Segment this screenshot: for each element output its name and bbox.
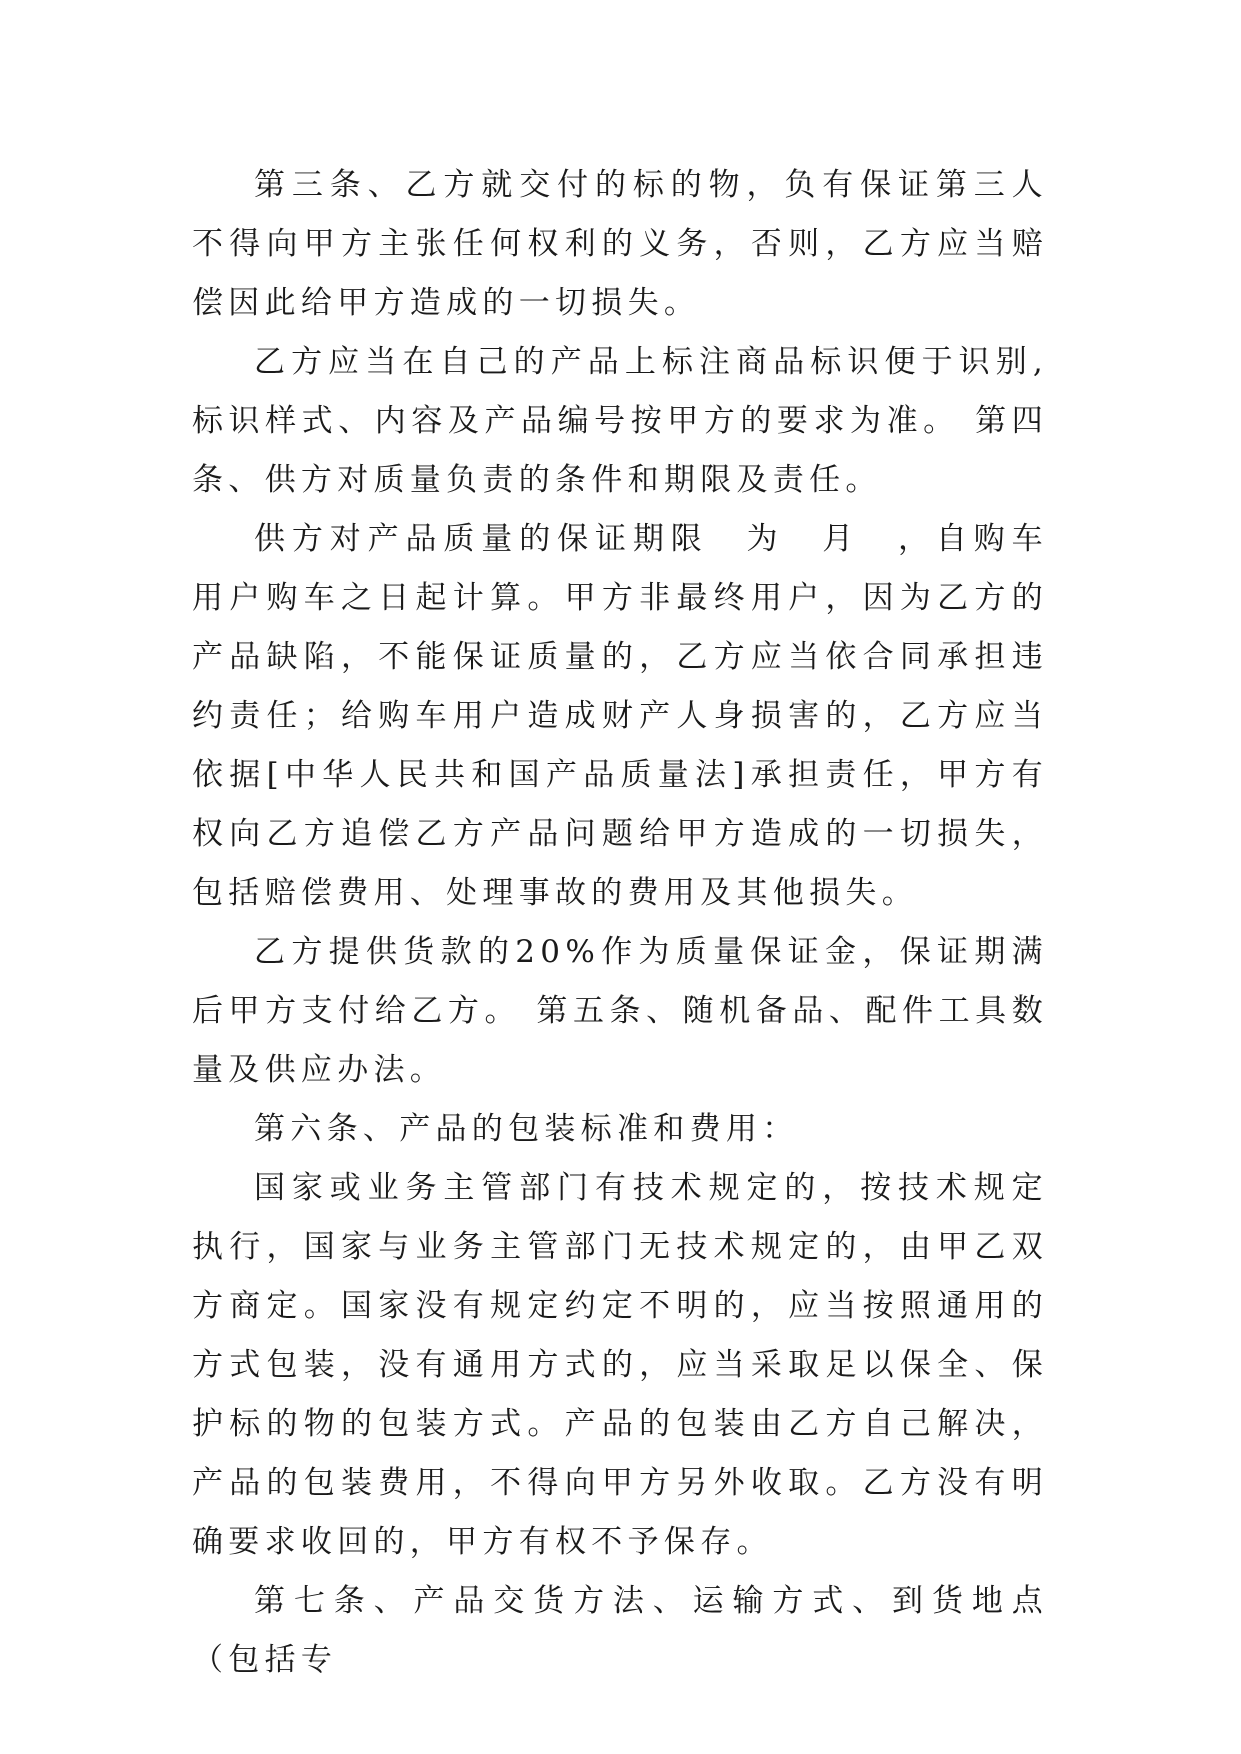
paragraph-article-7: 第七条、产品交货方法、运输方式、到货地点（包括专 [192, 1583, 1048, 1678]
paragraph-warranty-period: 供方对产品质量的保证期限 为 月 ，自购车用户购车之日起计算。甲方非最终用户，因为乙方的产品缺陷，不能保证质量的，乙方应当依合同承担违约责任；给购车用户造成财产人身损害的，乙方应当依据[中华人民共和国产品质量法]承担责任，甲方有权向乙方追偿乙方产品问题给甲方造成的一切损失，包括赔偿费用、处理事故的费用及其他损失。 [192, 521, 1048, 911]
paragraph-deposit-article-5: 乙方提供货款的20%作为质量保证金，保证期满后甲方支付给乙方。 第五条、随机备品、配件工具数量及供应办法。 [192, 934, 1048, 1088]
paragraph-article-6-heading: 第六条、产品的包装标准和费用： [254, 1111, 799, 1147]
paragraph-packaging: 国家或业务主管部门有技术规定的，按技术规定执行，国家与业务主管部门无技术规定的，由甲乙双方商定。国家没有规定约定不明的，应当按照通用的方式包装，没有通用方式的，应当采取足以保全、保护标的物的包装方式。产品的包装由乙方自己解决，产品的包装费用，不得向甲方另外收取。乙方没有明确要求收回的，甲方有权不予保存。 [192, 1170, 1048, 1560]
paragraph-labeling-article-4: 乙方应当在自己的产品上标注商品标识便于识别,标识样式、内容及产品编号按甲方的要求为准。 第四条、供方对质量负责的条件和期限及责任。 [192, 344, 1048, 498]
document-body [192, 156, 1048, 1690]
paragraph-article-3: 第三条、乙方就交付的标的物，负有保证第三人不得向甲方主张任何权利的义务，否则，乙方应当赔偿因此给甲方造成的一切损失。 [192, 167, 1048, 321]
